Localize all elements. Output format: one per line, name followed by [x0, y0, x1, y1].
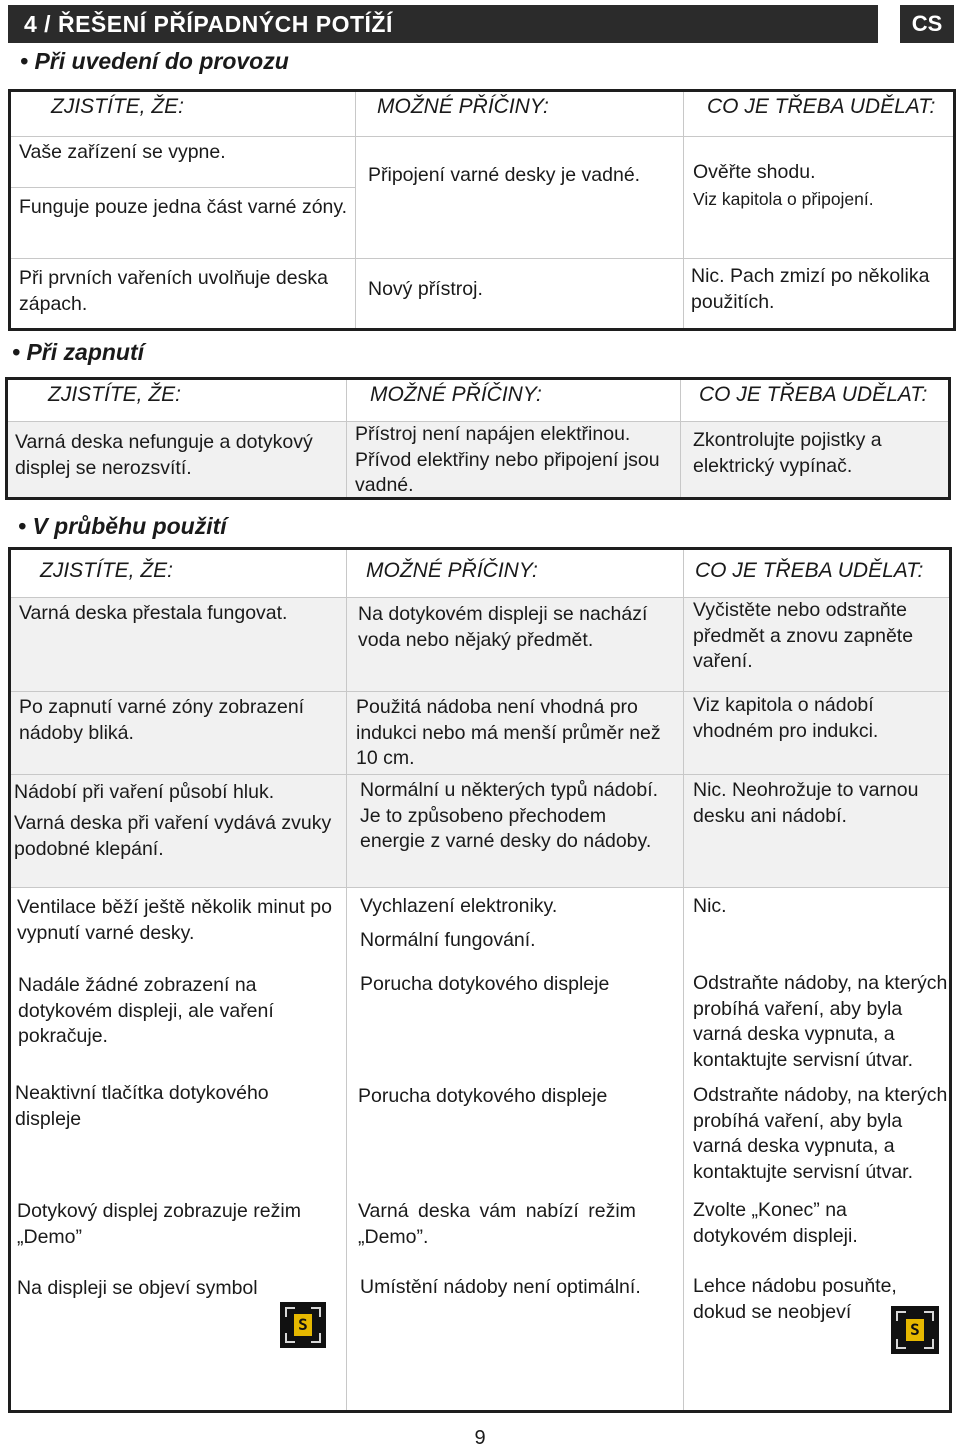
column-header-action: CO JE TŘEBA UDĚLAT:: [699, 383, 928, 406]
action-cell: Nic.: [693, 895, 727, 917]
action-cell: Nic. Neohrožuje to varnou desku ani nádobí.: [693, 779, 919, 827]
found-cell: Při prvních vařeních uvolňuje deska zápach.: [19, 267, 328, 315]
action-cell: Nic. Pach zmizí po několika použitích.: [691, 265, 930, 313]
found-cell: Dotykový displej zobrazuje režim „Demo”: [17, 1200, 301, 1248]
action-cell: Lehce nádobu posuňte, dokud se neobjeví: [693, 1275, 897, 1323]
action-cell: Zvolte „Konec” na dotykovém displeji.: [693, 1199, 858, 1247]
column-divider: [680, 380, 681, 497]
row-divider: [11, 774, 949, 775]
action-cell: Viz kapitola o připojení.: [693, 189, 874, 209]
column-header-found: ZJISTÍTE, ŽE:: [40, 559, 174, 582]
column-header-cause: MOŽNÉ PŘÍČINY:: [366, 559, 538, 582]
cause-cell: Na dotykovém displeji se nachází voda nebo nějaký předmět.: [358, 603, 648, 651]
column-header-action: CO JE TŘEBA UDĚLAT:: [695, 559, 924, 582]
action-cell: Ověřte shodu.: [693, 161, 816, 183]
column-header-found: ZJISTÍTE, ŽE:: [48, 383, 182, 406]
row-divider: [11, 258, 953, 259]
column-divider: [683, 92, 684, 328]
found-cell: Nadále žádné zobrazení na dotykovém displeji, ale vaření pokračuje.: [18, 974, 274, 1047]
found-cell: Varná deska při vaření vydává zvuky podobné klepání.: [14, 812, 332, 860]
column-header-found: ZJISTÍTE, ŽE:: [51, 95, 185, 118]
found-cell: Vaše zařízení se vypne.: [19, 141, 226, 163]
chapter-header: [8, 5, 878, 43]
action-cell: Zkontrolujte pojistky a elektrický vypínač.: [693, 429, 882, 477]
found-cell: Varná deska přestala fungovat.: [19, 602, 288, 624]
column-divider: [683, 550, 684, 1410]
row-divider: [11, 187, 355, 188]
found-cell: Po zapnutí varné zóny zobrazení nádoby bliká.: [19, 696, 305, 744]
found-cell: Neaktivní tlačítka dotykového displeje: [15, 1082, 269, 1130]
column-divider: [346, 550, 347, 1410]
cause-cell: Přístroj není napájen elektřinou. Přívod elektřiny nebo připojení jsou vadné.: [355, 423, 660, 496]
header-divider: [11, 136, 953, 137]
row-divider: [11, 691, 949, 692]
cause-cell: Porucha dotykového displeje: [358, 1085, 608, 1107]
pan-position-symbol-icon: S: [891, 1306, 939, 1354]
column-divider: [346, 380, 347, 497]
found-cell: Ventilace běží ještě několik minut po vypnutí varné desky.: [17, 896, 332, 944]
cause-cell: Nový přístroj.: [368, 278, 483, 300]
found-cell: Na displeji se objeví symbol: [17, 1277, 258, 1299]
cause-cell: Umístění nádoby není optimální.: [360, 1276, 641, 1298]
pan-position-symbol-icon: S: [280, 1302, 326, 1348]
language-badge: CS: [900, 5, 954, 43]
cause-cell: Vychlazení elektroniky.: [360, 895, 558, 917]
cause-cell: Připojení varné desky je vadné.: [368, 164, 641, 186]
column-divider: [355, 92, 356, 328]
column-header-action: CO JE TŘEBA UDĚLAT:: [707, 95, 936, 118]
section-title: • Při zapnutí: [12, 339, 145, 365]
page-number: 9: [474, 1427, 486, 1449]
cause-cell: Porucha dotykového displeje: [360, 973, 610, 995]
cause-cell: Normální u některých typů nádobí. Je to způsobeno přechodem energie z varné desky do nádoby.: [360, 779, 659, 852]
chapter-title: 4 / ŘEŠENÍ PŘÍPADNÝCH POTÍŽÍ: [24, 11, 393, 37]
action-cell: Odstraňte nádoby, na kterých probíhá vaření, aby byla varná deska vypnuta, a kontaktujte servisní útvar.: [693, 1084, 948, 1183]
cause-cell: Normální fungování.: [360, 929, 536, 951]
section-title: • V průběhu použití: [18, 513, 227, 539]
column-header-cause: MOŽNÉ PŘÍČINY:: [377, 95, 549, 118]
found-cell: Nádobí při vaření působí hluk.: [14, 781, 275, 803]
found-cell: Funguje pouze jedna část varné zóny.: [19, 196, 348, 218]
action-cell: Viz kapitola o nádobí vhodném pro indukci.: [693, 694, 879, 742]
cause-cell: Použitá nádoba není vhodná pro indukci nebo má menší průměr než 10 cm.: [356, 696, 661, 769]
action-cell: Odstraňte nádoby, na kterých probíhá vaření, aby byla varná deska vypnuta, a kontaktujte servisní útvar.: [693, 972, 948, 1071]
found-cell: Varná deska nefunguje a dotykový displej se nerozsvítí.: [15, 431, 313, 479]
row-divider: [11, 887, 949, 888]
cause-cell: Varná deska vám nabízí režim „Demo”.: [358, 1200, 636, 1248]
column-header-cause: MOŽNÉ PŘÍČINY:: [370, 383, 542, 406]
action-cell: Vyčistěte nebo odstraňte předmět a znovu zapněte vaření.: [693, 599, 914, 672]
section-title: • Při uvedení do provozu: [20, 48, 289, 74]
